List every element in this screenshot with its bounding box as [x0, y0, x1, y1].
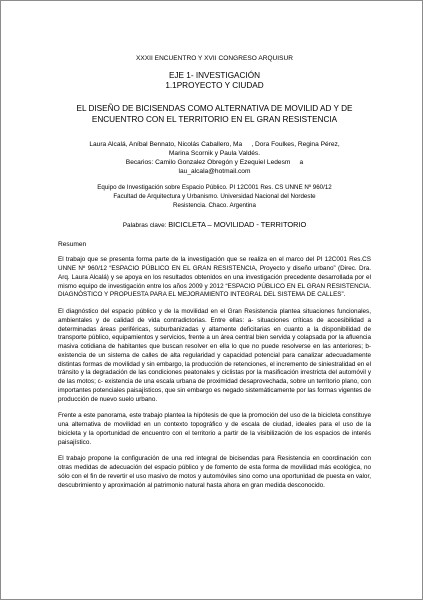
keywords-label: Palabras clave:: [122, 222, 169, 230]
affiliation-line-3: Resistencia. Chaco. Argentina: [173, 201, 256, 209]
abstract-paragraph-2: El diagnóstico del espacio público y de la movilidad en el Gran Resistencia plantea situaciones funcionales, ambientales y de calidad de vida contradictorias. Entre ellas: a- situaciones críticas de accesibilidad a determinadas áreas periféricas, suburbanizadas y altamente deficitarias en cuanto a la disponibilidad de transporte público, equipamientos y servicios, frente a un área central bien servida y colapsada por la afluencia masiva cotidiana de habitantes que buscan resolver en ella lo que no puede resolverse en las anteriores; b- existencia de un sistema de calles de alta regularidad y capacidad potencial para canalizar adecuadamente distintas formas de movilidad y sin embargo, la producción de retenciones, el incremento de siniestralidad en el tránsito y la degradación de las condiciones peatonales y ciclistas por la masificación irrestricta del automóvil y de las motos; c- existencia de una escala urbana de proximidad desaprovechada, sobre un territorio plano, con importantes potenciales paisajísticos, que sin embargo es negado sistemáticamente por las formas vigentes de producción de nuevo suelo urbano.: [58, 308, 371, 403]
paper-content: [58, 55, 371, 490]
abstract-paragraph-1: El trabajo que se presenta forma parte de la investigación que se realiza en el marco del PI 12C001 Res.CS UNNE Nº 960/12 “ESPACIO PÚBLICO EN EL GRAN RESISTENCIA, Proyecto y diseño urbano” (Direc. Dra. Arq. Laura Alcalá) y se apoya en los resultados obtenidos en una investigación precedente desarrollada por el mismo equipo de investigación entre los años 2009 y 2012 “ESPACIO PÚBLICO EN EL GRAN RESISTENCIA. DIAGNÓSTICO Y PROPUESTA PARA EL MEJORAMIENTO INTEGRAL DEL SISTEMA DE CALLES”.: [58, 256, 371, 299]
author-email: lau_alcala@hotmail.com: [178, 168, 251, 175]
abstract-paragraph-3: Frente a este panorama, este trabajo plantea la hipótesis de que la promoción del uso de la bicicleta constituye una alternativa de movilidad en un contexto topográfico y de escala de ciudad, ideales para el uso de la bicicleta y la oportunidad de encuentro con el territorio a partir de la visibilización de los espacios de interés paisajístico.: [58, 412, 371, 446]
affiliation-line-2: Facultad de Arquitectura y Urbanismo. Universidad Nacional del Nordeste: [113, 192, 316, 200]
authors-line-3: Becarios: Camilo Gonzalez Obregón y Ezequiel Ledesm a: [125, 159, 304, 166]
author-list: [58, 140, 371, 176]
axis-heading: [58, 71, 371, 91]
authors-line-1: Laura Alcalá, Aníbal Bennato, Nicolás Caballero, Ma , Dora Foulkes, Regina Pérez,: [89, 141, 340, 148]
axis-line-2: 1.1PROYECTO Y CIUDAD: [165, 81, 264, 90]
keywords: [58, 220, 371, 229]
axis-line-1: EJE 1- INVESTIGACIÓN: [169, 71, 260, 80]
title-line-2: ENCUENTRO CON EL TERRITORIO EN EL GRAN RESISTENCIA: [91, 114, 338, 124]
keywords-value: BICICLETA – MOVILIDAD - TERRITORIO: [168, 220, 307, 230]
affiliation-line-1: Equipo de Investigación sobre Espacio Público. PI 12C001 Res. CS UNNE Nº 960/12: [97, 184, 332, 191]
affiliation: [58, 184, 371, 210]
paper-title: [58, 104, 371, 125]
conference-name: XXXII ENCUENTRO Y XVII CONGRESO ARQUISUR: [135, 55, 294, 62]
abstract-paragraph-4: El trabajo propone la configuración de una red integral de bicisendas para Resistencia en coordinación con otras medidas de adecuación del espacio público y de fomento de esta forma de movilidad más ecológica, no sólo con el fin de revertir el uso masivo de motos y automóviles sino como una oportunidad de puesta en valor, descubrimiento y aproximación al patrimonio natural hasta ahora en gran medida desconocido.: [58, 455, 371, 489]
authors-line-2: Marina Scornik y Paula Valdés.: [168, 150, 261, 157]
title-line-1: EL DISEÑO DE BICISENDAS COMO ALTERNATIVA DE MOVILID AD Y DE: [76, 104, 353, 113]
abstract-heading: Resumen: [58, 241, 87, 249]
